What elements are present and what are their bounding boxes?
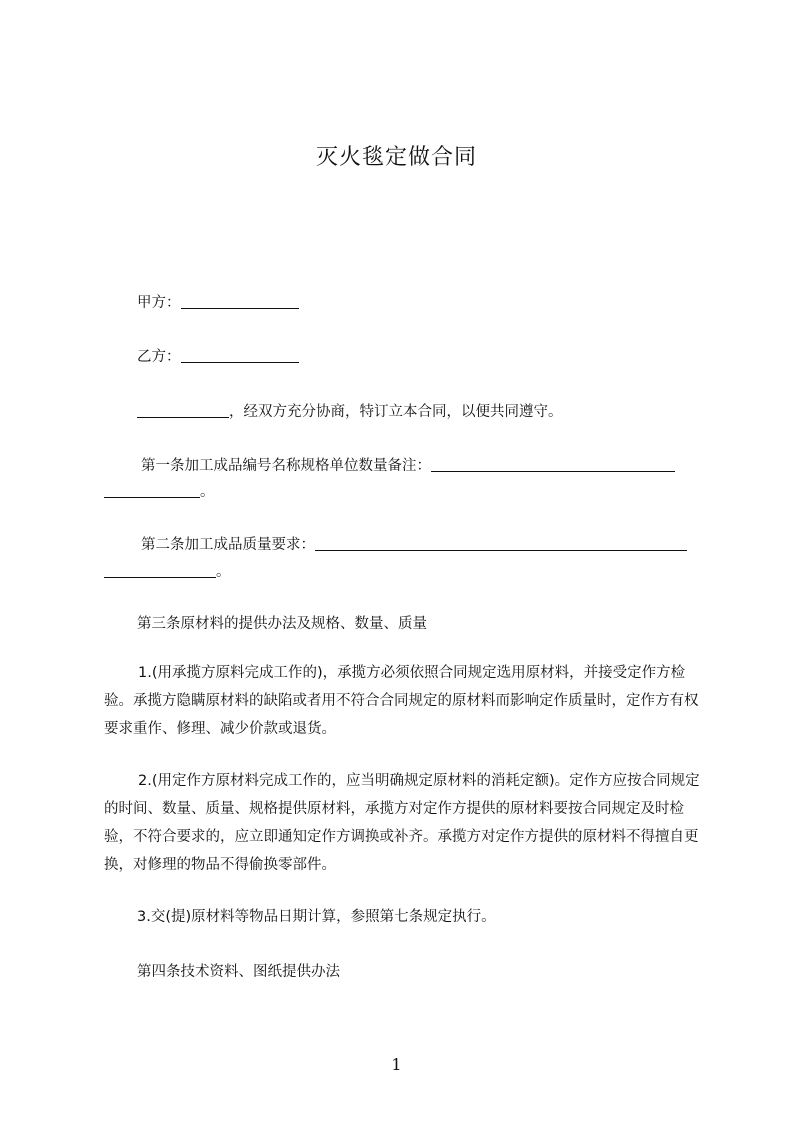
article1-blank[interactable] [431,457,675,472]
contract-title: 灭火毯定做合同 [315,145,477,170]
article1-end: 。 [200,484,215,500]
party-b-blank[interactable] [181,348,299,363]
intro-text: ，经双方充分协商，特订立本合同，以便共同遵守。 [229,404,563,420]
party-b-label: 乙方： [137,349,181,365]
party-a-label: 甲方： [137,295,181,311]
article2-end: 。 [216,564,231,580]
intro-line [137,400,563,421]
article4-heading: 第四条技术资料、图纸提供办法 [137,964,340,980]
article2-blank[interactable] [315,536,687,551]
intro-blank[interactable] [137,403,229,418]
article1-blank-cont[interactable] [104,483,200,498]
article1-text: 第一条加工成品编号名称规格单位数量备注： [141,458,431,474]
article2-cont [104,560,231,581]
article3-item1: 1.(用承揽方原料完成工作的)，承揽方必须依照合同规定选用原材料，并接受定作方检验。承揽方隐瞒原材料的缺陷或者用不符合合同规定的原材料而影响定作质量时，定作方有权要求重作、修理、减少价款或退货。 [104,665,699,737]
article2-line [141,533,687,554]
article2-blank-cont[interactable] [104,563,216,578]
article3-heading: 第三条原材料的提供办法及规格、数量、质量 [137,616,427,632]
article2-text: 第二条加工成品质量要求： [141,537,315,553]
article1-cont [104,480,215,501]
article1-line [141,454,675,475]
party-b-line [137,345,299,366]
party-a-line [137,291,299,312]
article3-item2: 2.(用定作方原材料完成工作的，应当明确规定原材料的消耗定额)。定作方应按合同规定的时间、数量、质量、规格提供原材料，承揽方对定作方提供的原材料要按合同规定及时检验，不符合要求的，应立即通知定作方调换或补齐。承揽方对定作方提供的原材料不得擅自更换，对修理的物品不得偷换零部件。 [104,773,700,873]
party-a-blank[interactable] [181,294,299,309]
page-number: 1 [391,1055,402,1074]
article3-item3: 3.交(提)原材料等物品日期计算，参照第七条规定执行。 [137,909,496,925]
